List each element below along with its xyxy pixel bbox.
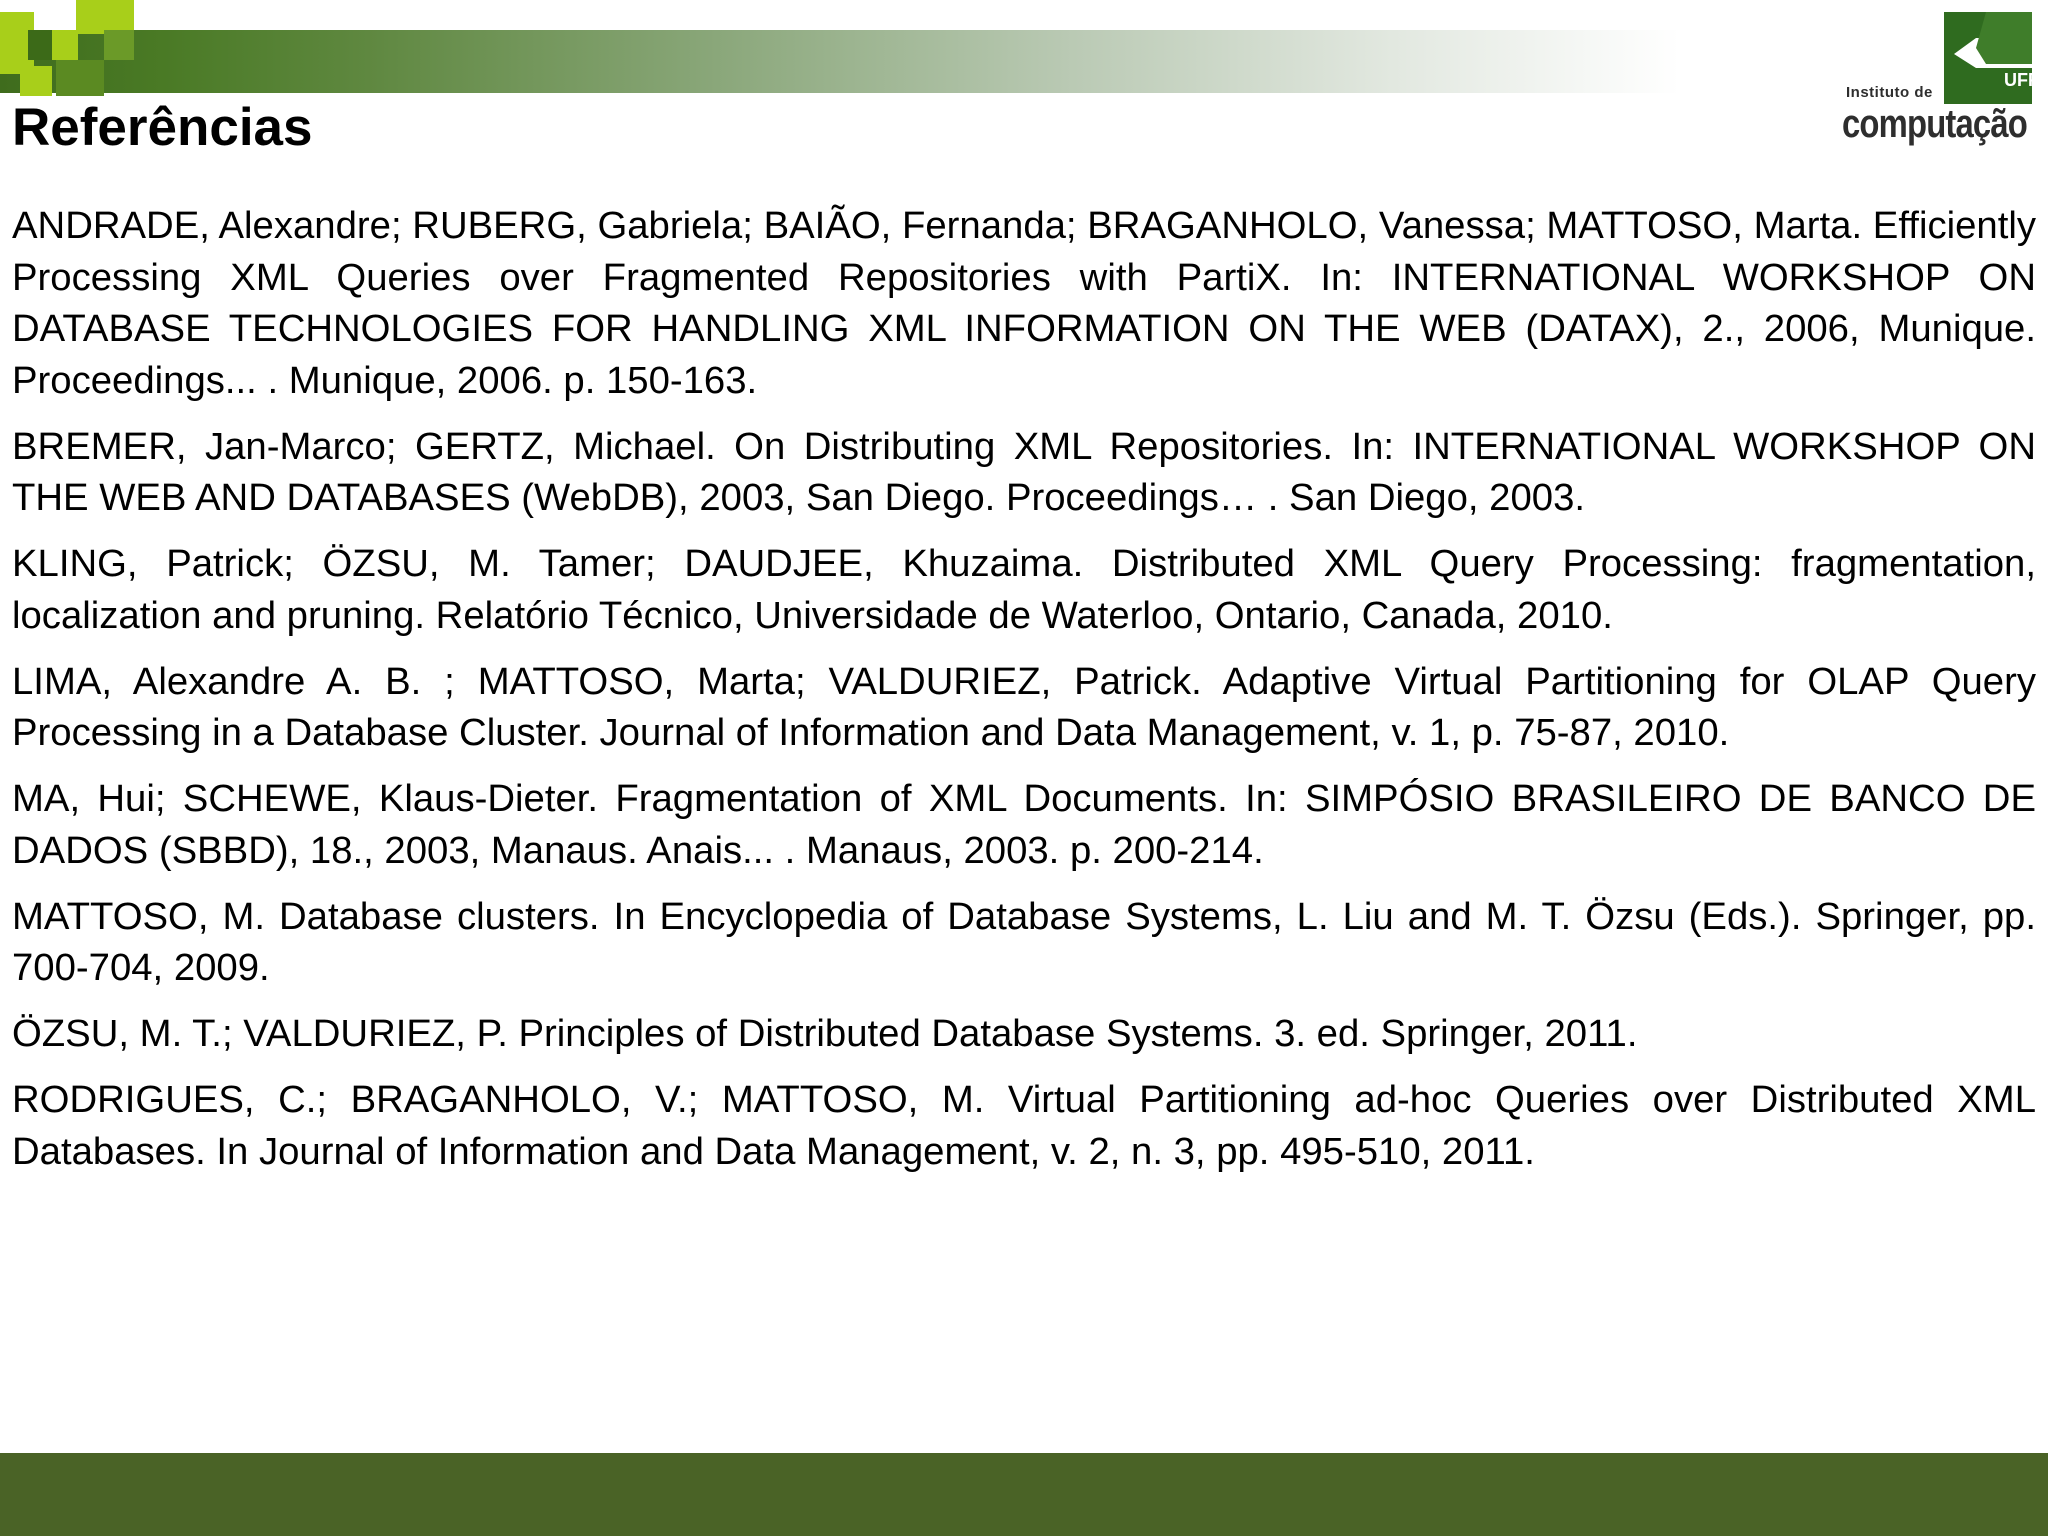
decorative-squares [0, 0, 140, 100]
square-mid-1 [104, 30, 134, 60]
reference-item: ANDRADE, Alexandre; RUBERG, Gabriela; BAIÃO, Fernanda; BRAGANHOLO, Vanessa; MATTOSO, Marta. Efficiently Processing XML Queries over Fragmented Repositories with PartiX. In: INTERNATIONAL WORKSHOP ON DATABASE TECHNOLOGIES FOR HANDLING XML INFORMATION ON THE WEB (DATAX), 2., 2006, Munique. Proceedings... . Munique, 2006. p. 150-163. [12, 204, 2036, 402]
square-light-4 [20, 66, 52, 96]
instituto-computacao-logo [1836, 8, 2042, 148]
reference-item: LIMA, Alexandre A. B. ; MATTOSO, Marta; VALDURIEZ, Patrick. Adaptive Virtual Partitioning for OLAP Query Processing in a Database Cluster. Journal of Information and Data Management, v. 1, p. 75-87, 2010. [12, 659, 2036, 754]
page-title: Referências [12, 98, 313, 157]
footer-bar [0, 1453, 2048, 1536]
logo-mark-text: UFF [2004, 70, 2039, 90]
square-dark-2 [56, 60, 104, 96]
reference-item: KLING, Patrick; ÖZSU, M. Tamer; DAUDJEE, Khuzaima. Distributed XML Query Processing: fragmentation, localization and pruning. Relatório Técnico, Universidade de Waterloo, Ontario, Canada, 2010. [12, 542, 2036, 637]
reference-item: ÖZSU, M. T.; VALDURIEZ, P. Principles of Distributed Database Systems. 3. ed. Springer, 2011. [12, 1012, 1638, 1055]
logo-line-1: Instituto de [1846, 84, 1933, 101]
header-gradient-bar [0, 30, 2048, 93]
reference-item: RODRIGUES, C.; BRAGANHOLO, V.; MATTOSO, M. Virtual Partitioning ad-hoc Queries over Distributed XML Databases. In Journal of Information and Data Management, v. 2, n. 3, pp. 495-510, 2011. [12, 1078, 2036, 1173]
square-light-3 [76, 0, 134, 34]
reference-list [12, 200, 2036, 1192]
square-light-2 [52, 30, 78, 60]
reference-item: MA, Hui; SCHEWE, Klaus-Dieter. Fragmentation of XML Documents. In: SIMPÓSIO BRASILEIRO DE BANCO DE DADOS (SBBD), 18., 2003, Manaus. Anais... . Manaus, 2003. p. 200-214. [12, 777, 2036, 872]
square-dark-1 [28, 30, 54, 60]
logo-line-2: computação [1842, 102, 2027, 146]
reference-item: MATTOSO, M. Database clusters. In Encyclopedia of Database Systems, L. Liu and M. T. Özsu (Eds.). Springer, pp. 700-704, 2009. [12, 894, 2036, 989]
reference-item: BREMER, Jan-Marco; GERTZ, Michael. On Distributing XML Repositories. In: INTERNATIONAL WORKSHOP ON THE WEB AND DATABASES (WebDB), 2003, San Diego. Proceedings… . San Diego, 2003. [12, 424, 2036, 519]
